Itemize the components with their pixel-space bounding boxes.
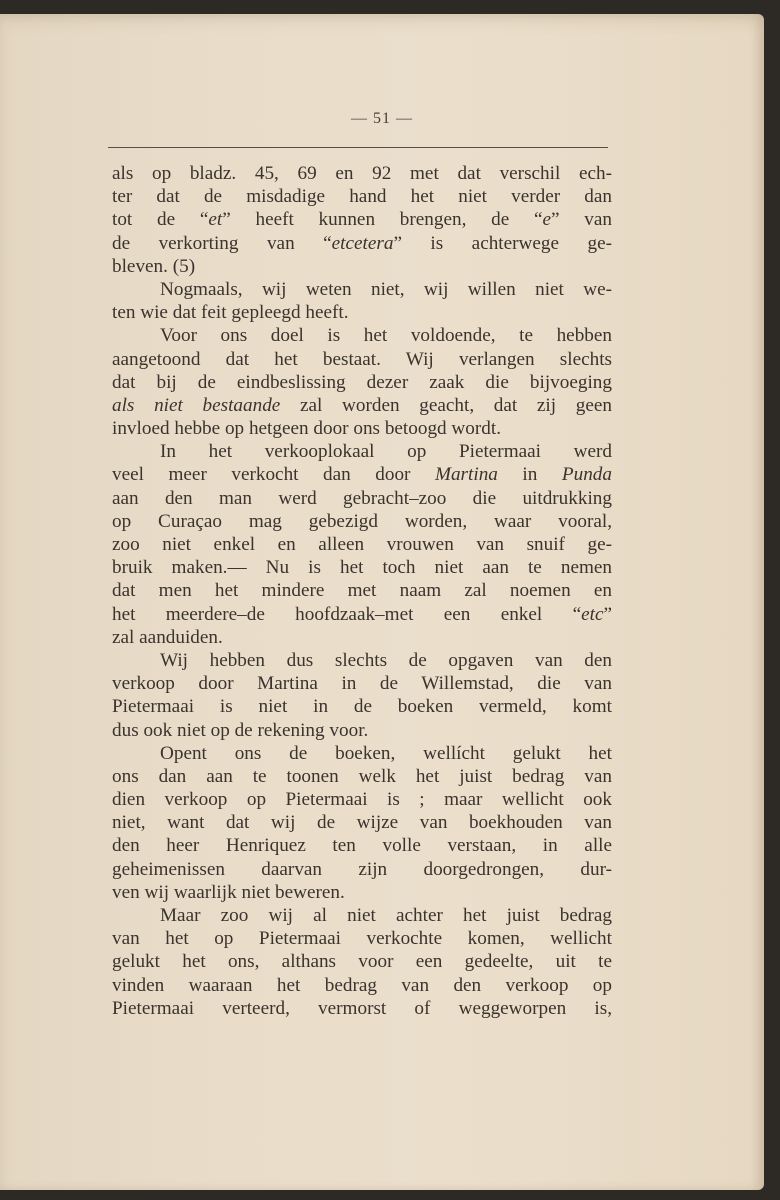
book-page bbox=[0, 14, 764, 1190]
text-line bbox=[112, 533, 612, 556]
italic-text: et bbox=[208, 209, 223, 231]
text-segment: Voor ons doel is het voldoende, te hebben bbox=[160, 325, 612, 347]
text-segment: in bbox=[497, 464, 562, 486]
text-line bbox=[112, 950, 612, 973]
text-line bbox=[112, 208, 612, 231]
text-segment: zoo niet enkel en alleen vrouwen van snuif ge- bbox=[112, 534, 612, 555]
text-segment: aan den man werd gebracht–zoo die uitdrukking bbox=[112, 487, 612, 509]
text-segment: gelukt het ons, althans voor een gedeelte, uit te bbox=[112, 951, 612, 973]
text-segment: tot de “ bbox=[112, 209, 209, 231]
text-segment: dat men het mindere met naam zal noemen en bbox=[112, 580, 612, 602]
italic-text: e bbox=[542, 209, 552, 231]
text-line bbox=[112, 788, 612, 811]
text-segment: Pietermaai is niet in de boeken vermeld, komt bbox=[112, 696, 612, 718]
page-number: — 51 — bbox=[351, 110, 413, 127]
text-line bbox=[112, 510, 612, 533]
italic-text: als niet bestaande bbox=[112, 394, 281, 416]
text-line bbox=[112, 881, 612, 904]
text-line bbox=[112, 904, 612, 927]
text-line bbox=[112, 672, 612, 695]
text-segment: van het op Pietermaai verkochte komen, wellicht bbox=[112, 928, 612, 950]
text-line bbox=[112, 556, 612, 579]
text-segment: Pietermaai verteerd, vermorst of weggeworpen is, bbox=[112, 997, 612, 1019]
text-segment: ten wie dat feit gepleegd heeft. bbox=[112, 302, 349, 324]
text-segment: dien verkoop op Pietermaai is ; maar wellicht ook bbox=[112, 789, 612, 811]
text-line bbox=[112, 997, 612, 1020]
text-line bbox=[112, 440, 612, 463]
text-line bbox=[112, 695, 612, 718]
text-line bbox=[112, 371, 612, 394]
text-segment: niet, want dat wij de wijze van boekhouden van bbox=[112, 812, 612, 834]
text-segment: dus ook niet op de rekening voor. bbox=[112, 719, 369, 741]
text-segment: als op bladz. 45, 69 en 92 met dat verschil ech- bbox=[112, 163, 612, 184]
header-rule bbox=[108, 147, 608, 148]
text-line bbox=[112, 649, 612, 672]
text-segment: zal aanduiden. bbox=[112, 626, 223, 648]
italic-text: Punda bbox=[561, 464, 612, 486]
body-text bbox=[112, 162, 612, 1020]
text-line bbox=[112, 811, 612, 834]
text-segment: verkoop door Martina in de Willemstad, die van bbox=[112, 673, 612, 695]
text-line bbox=[112, 278, 612, 301]
text-line bbox=[112, 255, 612, 278]
text-line bbox=[112, 719, 612, 742]
text-segment: dat bij de eindbeslissing dezer zaak die bijvoeging bbox=[112, 371, 612, 393]
text-line bbox=[112, 626, 612, 649]
text-line bbox=[112, 974, 612, 997]
text-segment: bruik maken.— Nu is het toch niet aan te nemen bbox=[112, 557, 612, 579]
text-segment: de verkorting van “ bbox=[112, 232, 332, 254]
text-segment: Opent ons de boeken, wellícht gelukt het bbox=[160, 742, 612, 764]
text-segment: Wij hebben dus slechts de opgaven van den bbox=[160, 649, 612, 671]
text-segment: ” is achterwege ge- bbox=[393, 232, 612, 254]
text-line bbox=[112, 394, 612, 417]
text-line bbox=[112, 301, 612, 324]
text-segment: ter dat de misdadige hand het niet verder dan bbox=[112, 186, 612, 208]
text-segment: het meerdere–de hoofdzaak–met een enkel “ bbox=[112, 603, 582, 625]
text-segment: ” bbox=[603, 603, 612, 625]
italic-text: etc bbox=[581, 603, 604, 625]
italic-text: etcetera bbox=[331, 232, 394, 254]
text-segment: ” van bbox=[551, 209, 612, 231]
text-line bbox=[112, 324, 612, 347]
text-line bbox=[112, 927, 612, 950]
text-segment: Nogmaals, wij weten niet, wij willen niet we- bbox=[160, 278, 612, 300]
text-segment: ons dan aan te toonen welk het juist bedrag van bbox=[112, 765, 612, 787]
text-segment: den heer Henriquez ten volle verstaan, in alle bbox=[112, 835, 612, 857]
text-segment: Maar zoo wij al niet achter het juist bedrag bbox=[160, 905, 612, 926]
text-line bbox=[112, 487, 612, 510]
text-line bbox=[112, 603, 612, 626]
text-segment: vinden waaraan het bedrag van den verkoop op bbox=[112, 974, 612, 996]
italic-text: Martina bbox=[434, 464, 498, 486]
text-line bbox=[112, 185, 612, 208]
text-segment: veel meer verkocht dan door bbox=[112, 464, 435, 486]
text-line bbox=[112, 463, 612, 486]
text-line bbox=[112, 834, 612, 857]
text-line bbox=[112, 232, 612, 255]
text-segment: ven wij waarlijk niet beweren. bbox=[112, 881, 345, 903]
text-line bbox=[112, 417, 612, 440]
text-line bbox=[112, 162, 612, 185]
text-segment: In het verkooplokaal op Pietermaai werd bbox=[160, 441, 612, 463]
text-line bbox=[112, 765, 612, 788]
text-segment: bleven. (5) bbox=[112, 255, 196, 277]
text-segment: aangetoond dat het bestaat. Wij verlangen slechts bbox=[112, 348, 612, 370]
text-line bbox=[112, 579, 612, 602]
text-segment: op Curaçao mag gebezigd worden, waar vooral, bbox=[112, 510, 612, 532]
text-line bbox=[112, 742, 612, 765]
text-segment: ” heeft kunnen brengen, de “ bbox=[222, 209, 543, 231]
text-segment: invloed hebbe op hetgeen door ons betoogd wordt. bbox=[112, 418, 501, 440]
text-line bbox=[112, 858, 612, 881]
text-line bbox=[112, 348, 612, 371]
text-segment: geheimenissen daarvan zijn doorgedrongen, dur- bbox=[112, 858, 612, 880]
text-segment: zal worden geacht, dat zij geen bbox=[280, 394, 612, 416]
